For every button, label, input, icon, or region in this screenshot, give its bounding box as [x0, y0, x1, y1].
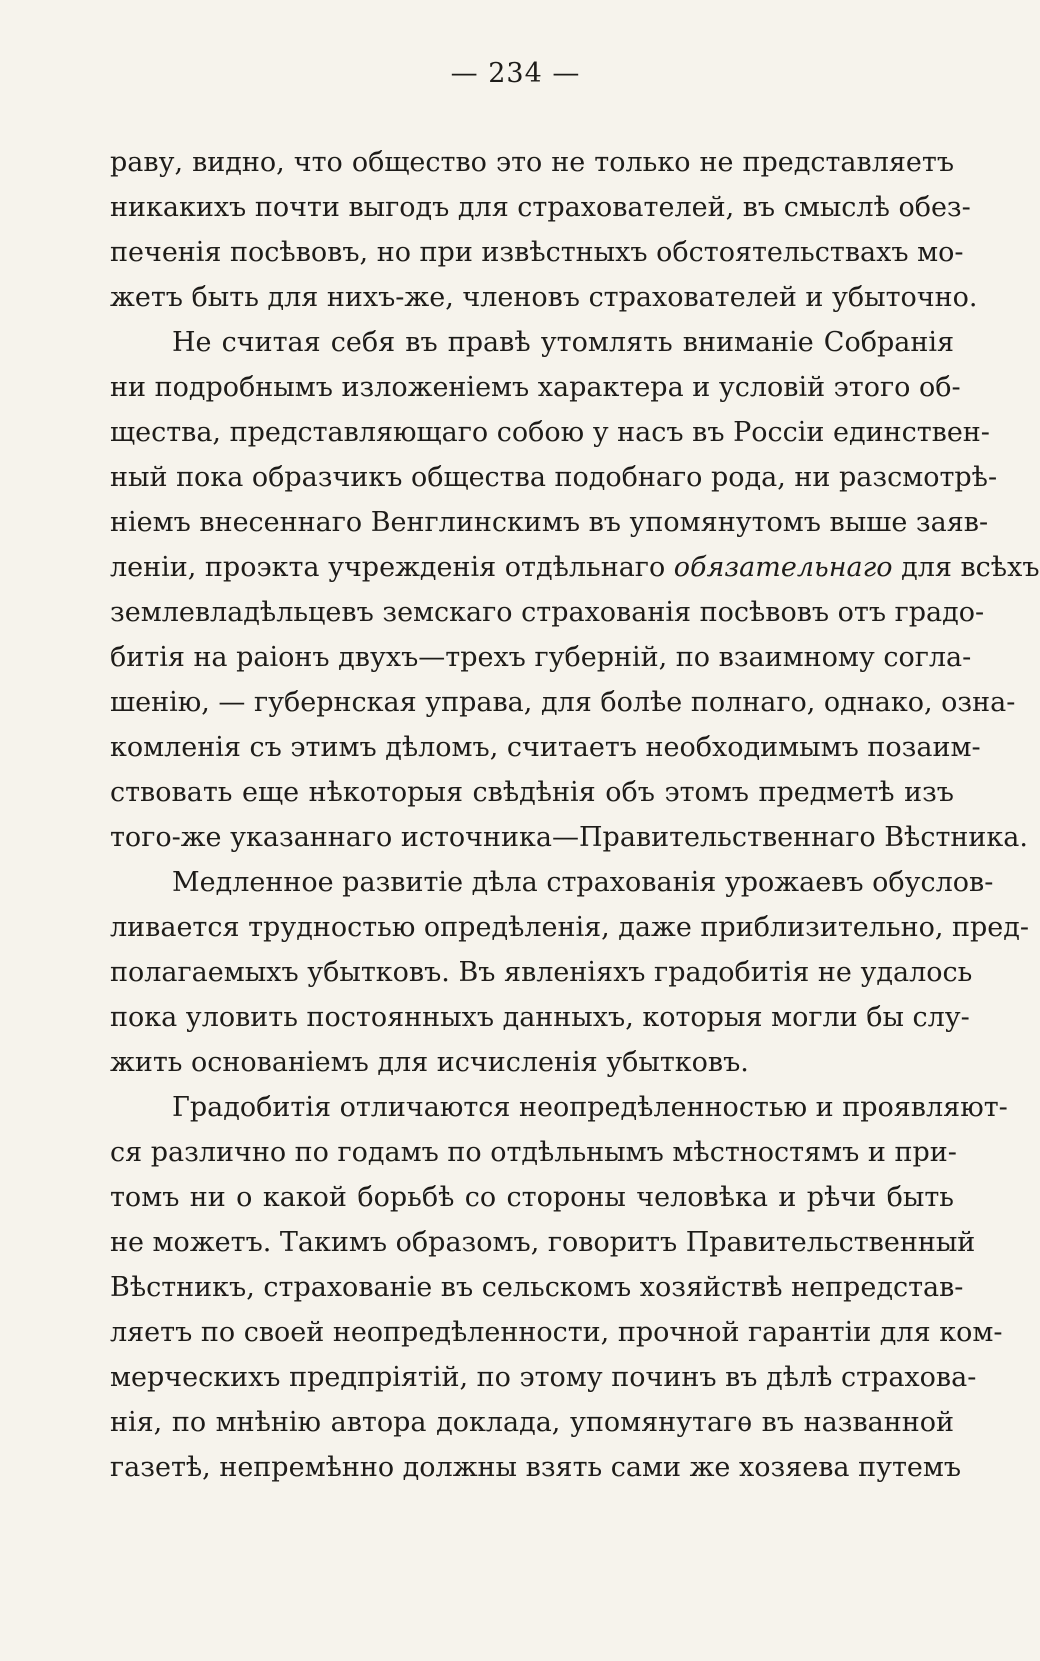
text-line: жить основаніемъ для исчисленія убытковъ. — [110, 1047, 749, 1078]
text-line: щества, представляющаго собою у насъ въ Россіи единствен- — [110, 417, 990, 448]
text-line: томъ ни о какой борьбѣ со стороны человѣка и рѣчи быть — [110, 1182, 954, 1213]
text-line: комленія съ этимъ дѣломъ, считаетъ необходимымъ позаим- — [110, 732, 981, 763]
text-line: ный пока образчикъ общества подобнаго рода, ни разсмотрѣ- — [110, 462, 998, 493]
body-text — [110, 140, 1040, 1490]
paragraph-3 — [110, 860, 1030, 1085]
text-line: пока уловить постоянныхъ данныхъ, которыя могли бы слу- — [110, 1002, 970, 1033]
text-line-with-italic — [110, 545, 1040, 590]
page-number: — 234 — — [450, 58, 581, 89]
text-line: битія на раіонъ двухъ—трехъ губерній, по взаимному согла- — [110, 642, 972, 673]
text-line: раву, видно, что общество это не только не представляетъ — [110, 147, 954, 178]
text-line: нія, по мнѣнію автора доклада, упомянутагѳ въ названной — [110, 1407, 954, 1438]
text-line: того-же указаннаго источника—Правительственнаго Вѣстника. — [110, 822, 1028, 853]
paragraph-4 — [110, 1085, 1008, 1490]
paragraph-1 — [110, 140, 978, 320]
text-line: шенію, — губернская управа, для болѣе полнаго, однако, озна- — [110, 687, 1016, 718]
text-line: ляетъ по своей неопредѣленности, прочной гарантіи для ком- — [110, 1317, 1003, 1348]
text-line: печенія посѣвовъ, но при извѣстныхъ обстоятельствахъ мо- — [110, 237, 964, 268]
text-line: Медленное развитіе дѣла страхованія урожаевъ обуслов- — [172, 867, 994, 898]
text-segment: леніи, проэкта учрежденія отдѣльнаго — [110, 552, 666, 583]
italic-word: обязательнаго — [673, 552, 893, 583]
text-line: Градобитія отличаются неопредѣленностью и проявляют- — [172, 1092, 1008, 1123]
paragraph-2 — [110, 320, 1040, 860]
text-line: ни подробнымъ изложеніемъ характера и условій этого об- — [110, 372, 961, 403]
text-line: Вѣстникъ, страхованіе въ сельскомъ хозяйствѣ непредстав- — [110, 1272, 964, 1303]
text-line: газетѣ, непремѣнно должны взять сами же хозяева путемъ — [110, 1452, 962, 1483]
text-line: землевладѣльцевъ земскаго страхованія посѣвовъ отъ градо- — [110, 597, 985, 628]
text-line: никакихъ почти выгодъ для страхователей, въ смыслѣ обез- — [110, 192, 971, 223]
text-segment: для всѣхъ — [901, 552, 1040, 583]
text-line: ствовать еще нѣкоторыя свѣдѣнія объ этомъ предметѣ изъ — [110, 777, 954, 808]
text-line: Не считая себя въ правѣ утомлять вниманіе Собранія — [172, 327, 954, 358]
text-line: мерческихъ предпріятій, по этому починъ въ дѣлѣ страхова- — [110, 1362, 977, 1393]
text-line: ливается трудностью опредѣленія, даже приблизительно, пред- — [110, 912, 1030, 943]
text-line: полагаемыхъ убытковъ. Въ явленіяхъ градобитія не удалось — [110, 957, 973, 988]
text-line: не можетъ. Такимъ образомъ, говоритъ Правительственный — [110, 1227, 976, 1258]
text-line: жетъ быть для нихъ-же, членовъ страхователей и убыточно. — [110, 282, 978, 313]
text-line: ся различно по годамъ по отдѣльнымъ мѣстностямъ и при- — [110, 1137, 957, 1168]
text-line: ніемъ внесеннаго Венглинскимъ въ упомянутомъ выше заяв- — [110, 507, 989, 538]
